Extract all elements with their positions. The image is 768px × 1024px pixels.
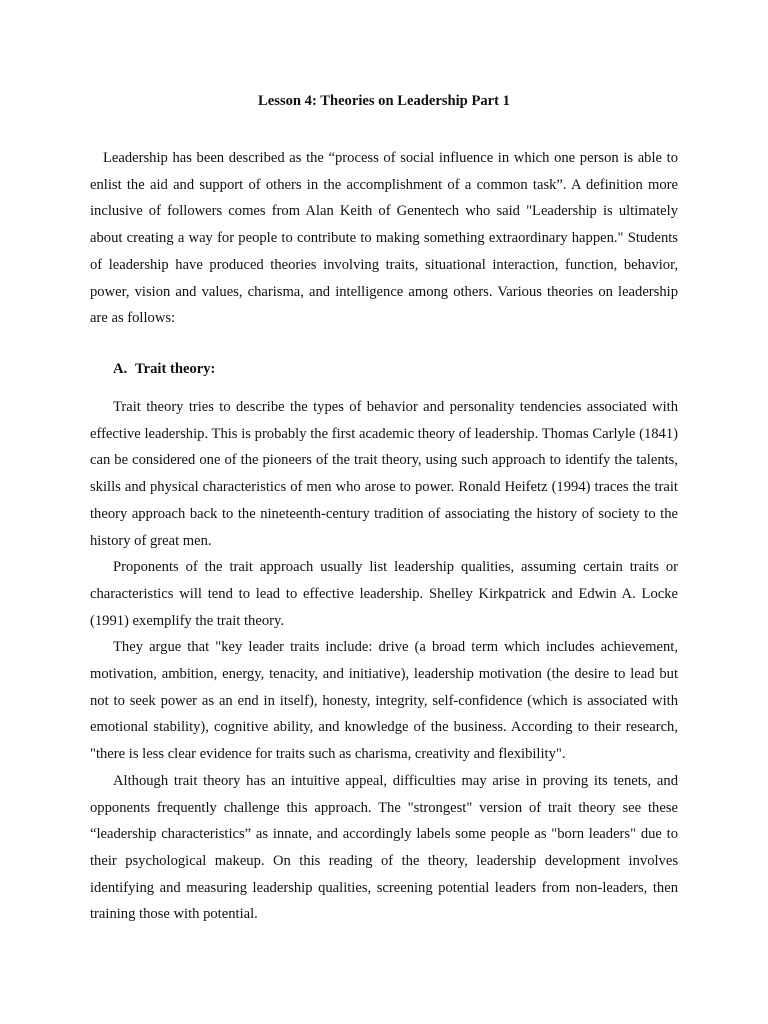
- intro-paragraph: Leadership has been described as the “process of social influence in which one person is able to enlist the aid and support of others in the accomplishment of a common task”. A definition more inclusive of followers comes from Alan Keith of Genentech who said "Leadership is ultimately about creating a way for people to contribute to making something extraordinary happen." Students of leadership have produced theories involving traits, situational interaction, function, behavior, power, vision and values, charisma, and intelligence among others. Various theories on leadership are as follows:: [90, 150, 678, 327]
- trait-paragraph-1: Trait theory tries to describe the types of behavior and personality tendencies associated with effective leadership. This is probably the first academic theory of leadership. Thomas Carlyle (1841) can be considered one of the pioneers of the trait theory, using such approach to identify the talents, skills and physical characteristics of men who arose to power. Ronald Heifetz (1994) traces the trait theory approach back to the nineteenth-century tradition of associating the history of society to the history of great men.: [90, 399, 678, 549]
- section-marker: A.: [113, 361, 128, 377]
- trait-paragraph-2: Proponents of the trait approach usually list leadership qualities, assuming certain traits or characteristics will tend to lead to effective leadership. Shelley Kirkpatrick and Edwin A. Locke (1991) exemplify the trait theory.: [90, 559, 678, 629]
- section-heading-text: Trait theory:: [135, 361, 216, 377]
- trait-paragraph-4: Although trait theory has an intuitive appeal, difficulties may arise in proving its tenets, and opponents frequently challenge this approach. The "strongest" version of trait theory see these “leadership characteristics” as innate, and accordingly labels some people as "born leaders" due to their psychological makeup. On this reading of the theory, leadership development involves identifying and measuring leadership qualities, screening potential leaders from non-leaders, then training those with potential.: [90, 772, 678, 923]
- trait-paragraph-3: They argue that "key leader traits include: drive (a broad term which includes achievement, motivation, ambition, energy, tenacity, and initiative), leadership motivation (the desire to lead but not to seek power as an end in itself), honesty, integrity, self-confidence (which is associated with emotional stability), cognitive ability, and knowledge of the business. According to their research, "there is less clear evidence for traits such as charisma, creativity and flexibility".: [90, 639, 678, 763]
- page-title: Lesson 4: Theories on Leadership Part 1: [258, 93, 510, 109]
- section-heading-trait-theory: [113, 356, 215, 382]
- trait-theory-section: [90, 394, 678, 928]
